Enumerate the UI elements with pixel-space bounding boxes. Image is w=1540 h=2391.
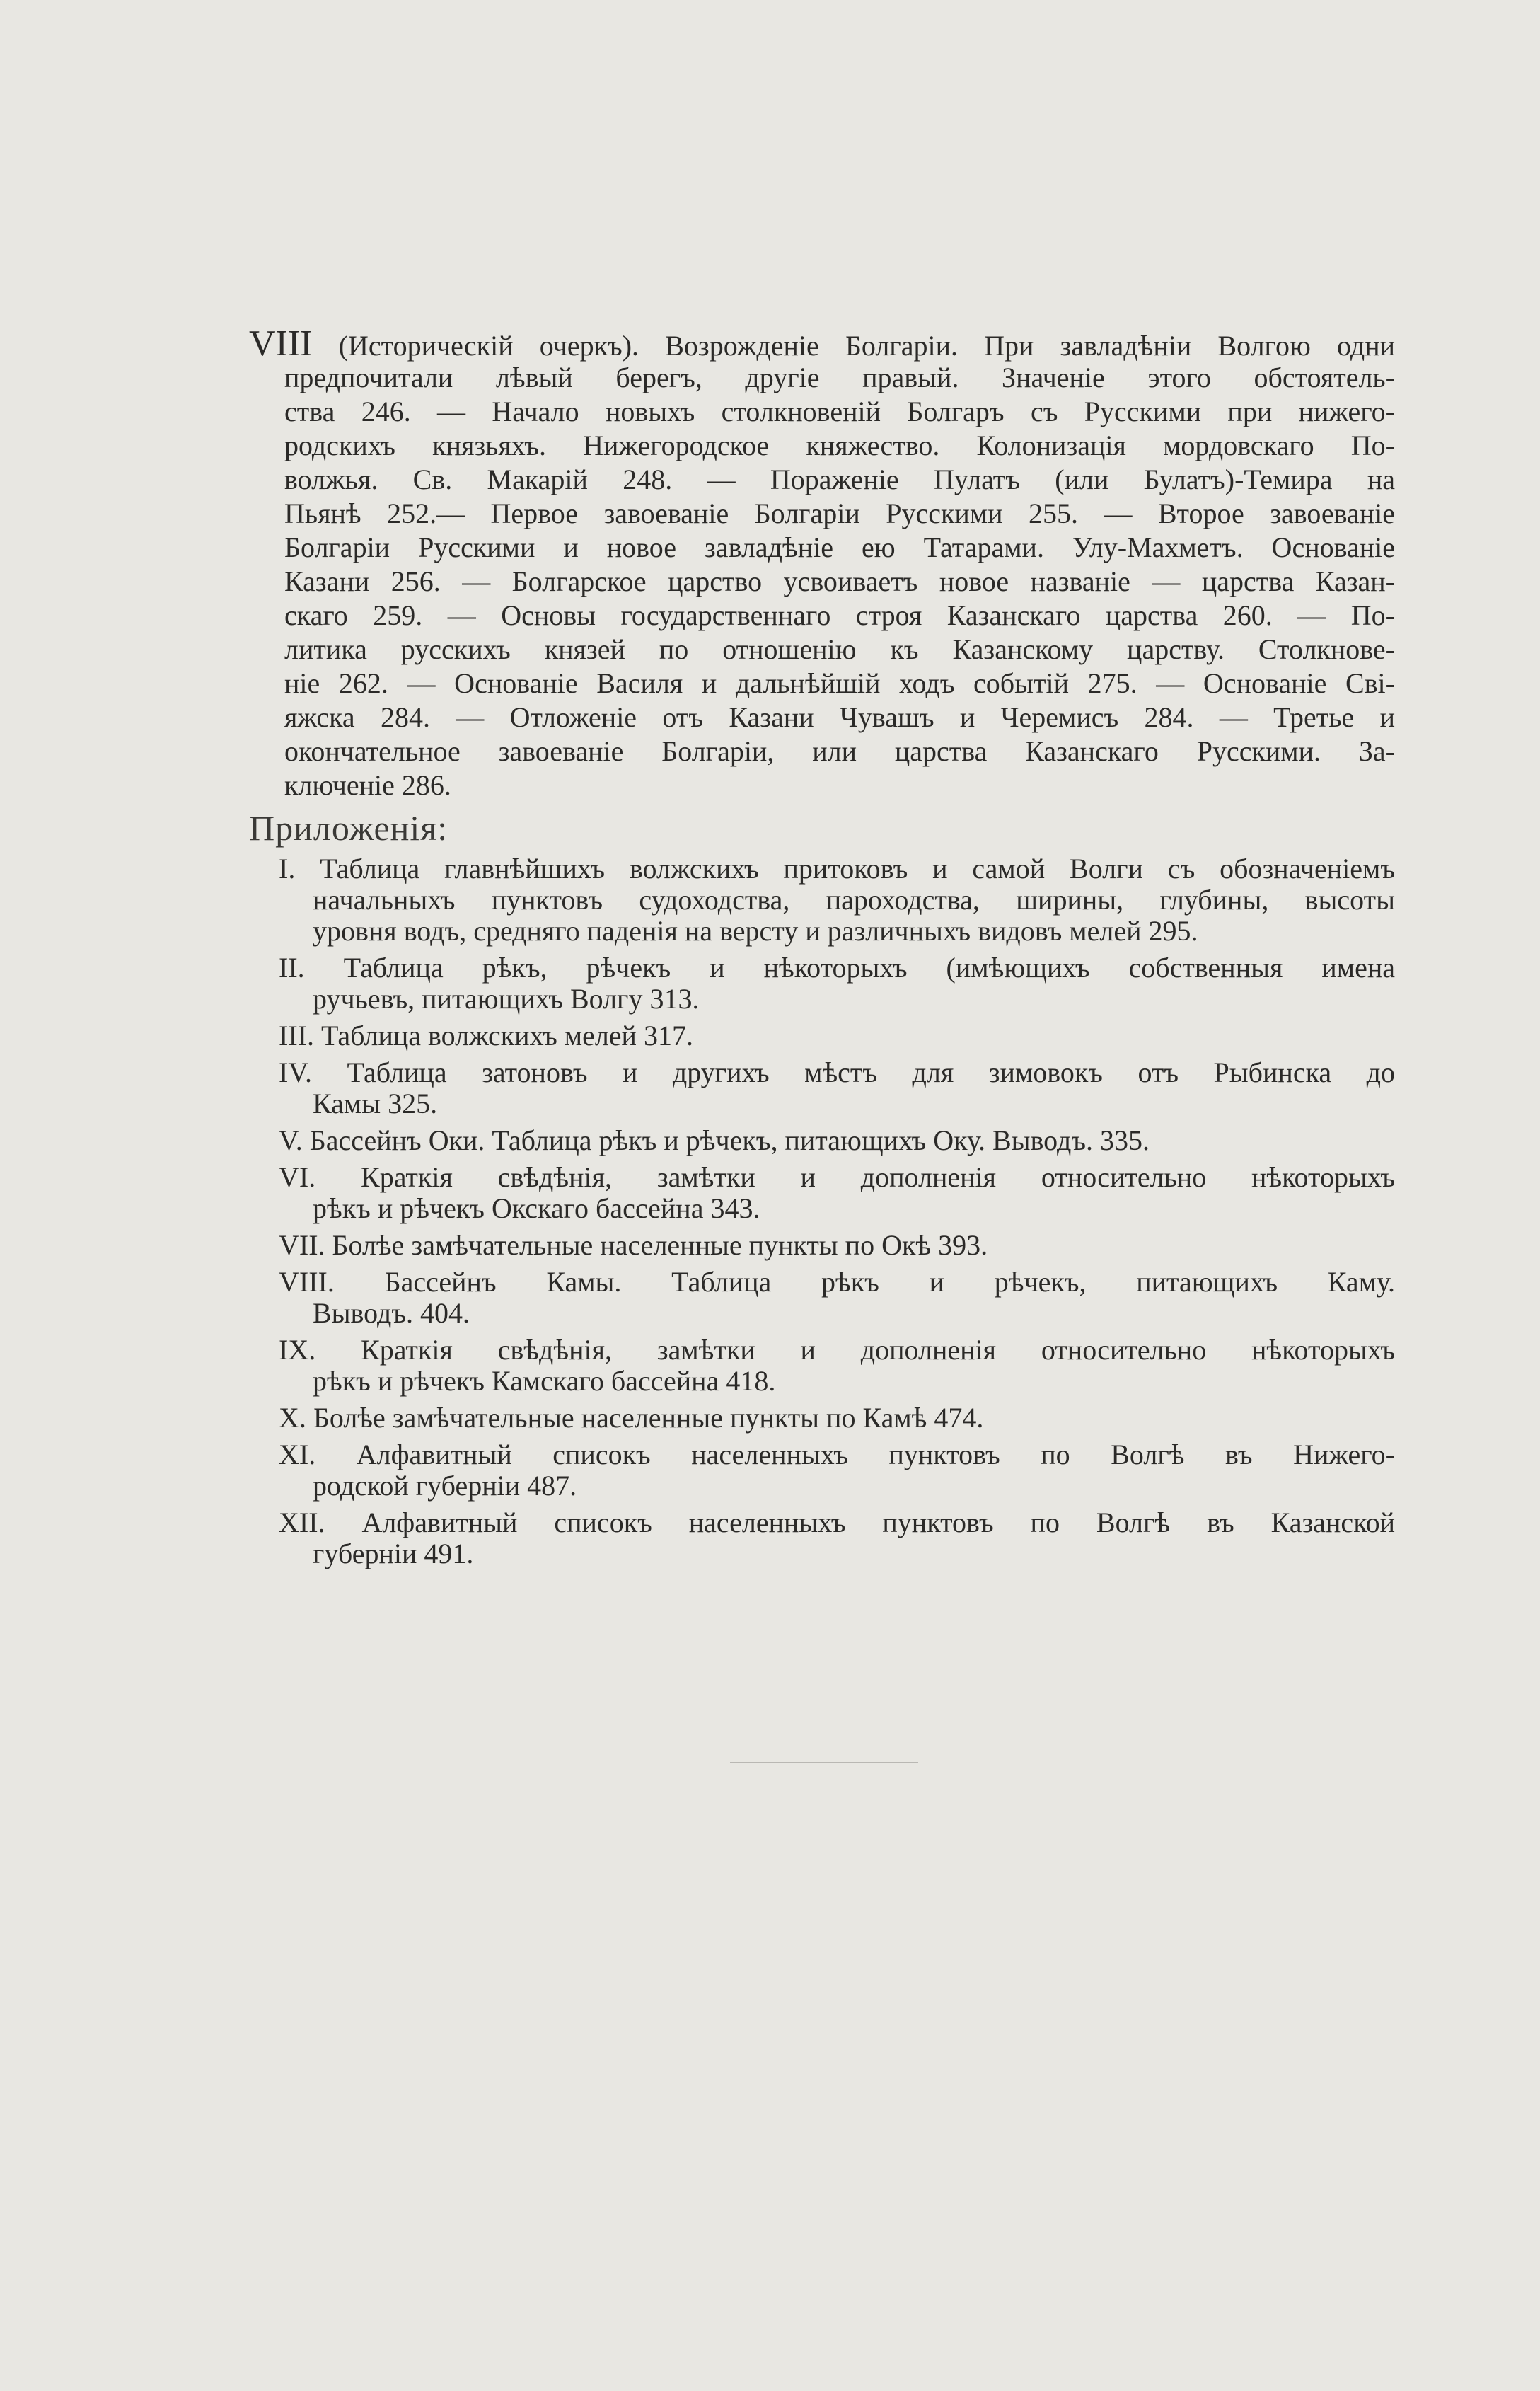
appendix-item: [249, 1020, 1395, 1052]
chapter-line: литика русскихъ князей по отношенію къ Казанскому царству. Столкнове-: [284, 633, 1395, 665]
appendix-line: VI. Краткія свѣдѣнія, замѣтки и дополненія относительно нѣкоторыхъ: [279, 1161, 1395, 1193]
appendix-line: губерніи 491.: [313, 1538, 474, 1569]
appendix-line: рѣкъ и рѣчекъ Окскаго бассейна 343.: [313, 1192, 760, 1224]
chapter-line: ніе 262. — Основаніе Василя и дальнѣйшій ходъ событій 275. — Основаніе Сві-: [284, 667, 1395, 699]
chapter-line: ключеніе 286.: [284, 769, 451, 801]
chapter-line: предпочитали лѣвый берегъ, другіе правый. Значеніе этого обстоятель-: [284, 362, 1395, 393]
appendix-line: рѣкъ и рѣчекъ Камскаго бассейна 418.: [313, 1365, 776, 1397]
appendix-line: V. Бассейнъ Оки. Таблица рѣкъ и рѣчекъ, питающихъ Оку. Выводъ. 335.: [279, 1124, 1150, 1156]
appendix-line: Выводъ. 404.: [313, 1297, 470, 1329]
appendix-item: [249, 853, 1395, 947]
chapter-line: ства 246. — Начало новыхъ столкновеній Болгаръ съ Русскими при нижего-: [284, 396, 1395, 427]
chapter-line: окончательное завоеваніе Болгаріи, или царства Казанскаго Русскими. За-: [284, 735, 1395, 767]
appendix-line: начальныхъ пунктовъ судоходства, пароходства, ширины, глубины, высоты: [313, 884, 1395, 916]
chapter-line: [249, 323, 1396, 364]
appendix-item: [249, 1335, 1395, 1397]
appendix-item: [249, 1125, 1395, 1156]
appendices-heading: Приложенія:: [249, 808, 448, 848]
appendix-line: ручьевъ, питающихъ Волгу 313.: [313, 983, 700, 1015]
appendix-item: [249, 952, 1395, 1015]
chapter-line: Болгаріи Русскими и новое завладѣніе ею Татарами. Улу-Махметъ. Основаніе: [284, 531, 1395, 563]
appendix-line: VII. Болѣе замѣчательные населенные пункты по Окѣ 393.: [279, 1229, 988, 1261]
appendix-line: I. Таблица главнѣйшихъ волжскихъ притоковъ и самой Волги съ обозначеніемъ: [279, 853, 1395, 885]
chapter-line: Казани 256. — Болгарское царство усвоиваетъ новое названіе — царства Казан-: [284, 565, 1395, 597]
appendix-item: [249, 1230, 1395, 1261]
chapter-line: волжья. Св. Макарій 248. — Пораженіе Пулатъ (или Булатъ)-Темира на: [284, 463, 1395, 495]
appendix-line: VIII. Бассейнъ Камы. Таблица рѣкъ и рѣчекъ, питающихъ Каму.: [279, 1266, 1395, 1298]
appendix-line: Камы 325.: [313, 1088, 438, 1119]
chapter-line: Пьянѣ 252.— Первое завоеваніе Болгаріи Русскими 255. — Второе завоеваніе: [284, 497, 1395, 529]
appendix-line: XII. Алфавитный списокъ населенныхъ пунктовъ по Волгѣ въ Казанской: [279, 1506, 1395, 1538]
chapter-line: родскихъ князьяхъ. Нижегородское княжество. Колонизація мордовскаго По-: [284, 430, 1395, 461]
appendix-item: [249, 1057, 1395, 1119]
appendix-line: уровня водъ, средняго паденія на версту и различныхъ видовъ мелей 295.: [313, 915, 1198, 947]
appendix-item: [249, 1439, 1395, 1502]
chapter-summary: [249, 323, 1396, 802]
appendix-item: [249, 1507, 1395, 1569]
appendix-line: IV. Таблица затоновъ и другихъ мѣстъ для зимовокъ отъ Рыбинска до: [279, 1056, 1395, 1088]
section-divider: [730, 1762, 918, 1763]
chapter-line-text: (Историческій очеркъ). Возрожденіе Болгаріи. При завладѣніи Волгою одни: [338, 330, 1396, 362]
appendix-line: IX. Краткія свѣдѣнія, замѣтки и дополненія относительно нѣкоторыхъ: [279, 1334, 1395, 1366]
appendix-item: [249, 1162, 1395, 1224]
appendix-line: родской губерніи 487.: [313, 1470, 577, 1502]
appendix-line: II. Таблица рѣкъ, рѣчекъ и нѣкоторыхъ (имѣющихъ собственныя имена: [279, 952, 1395, 984]
chapter-line: скаго 259. — Основы государственнаго строя Казанскаго царства 260. — По-: [284, 599, 1395, 631]
chapter-line: яжска 284. — Отложеніе отъ Казани Чувашъ и Черемисъ 284. — Третье и: [284, 701, 1395, 733]
appendix-line: III. Таблица волжскихъ мелей 317.: [279, 1020, 693, 1052]
appendix-item: [249, 1402, 1395, 1434]
appendix-line: XI. Алфавитный списокъ населенныхъ пунктовъ по Волгѣ въ Нижего-: [279, 1439, 1395, 1470]
appendix-line: X. Болѣе замѣчательные населенные пункты по Камѣ 474.: [279, 1402, 984, 1434]
chapter-number: VIII: [249, 323, 313, 364]
appendix-item: [249, 1267, 1395, 1329]
appendices-list: [249, 853, 1395, 1575]
